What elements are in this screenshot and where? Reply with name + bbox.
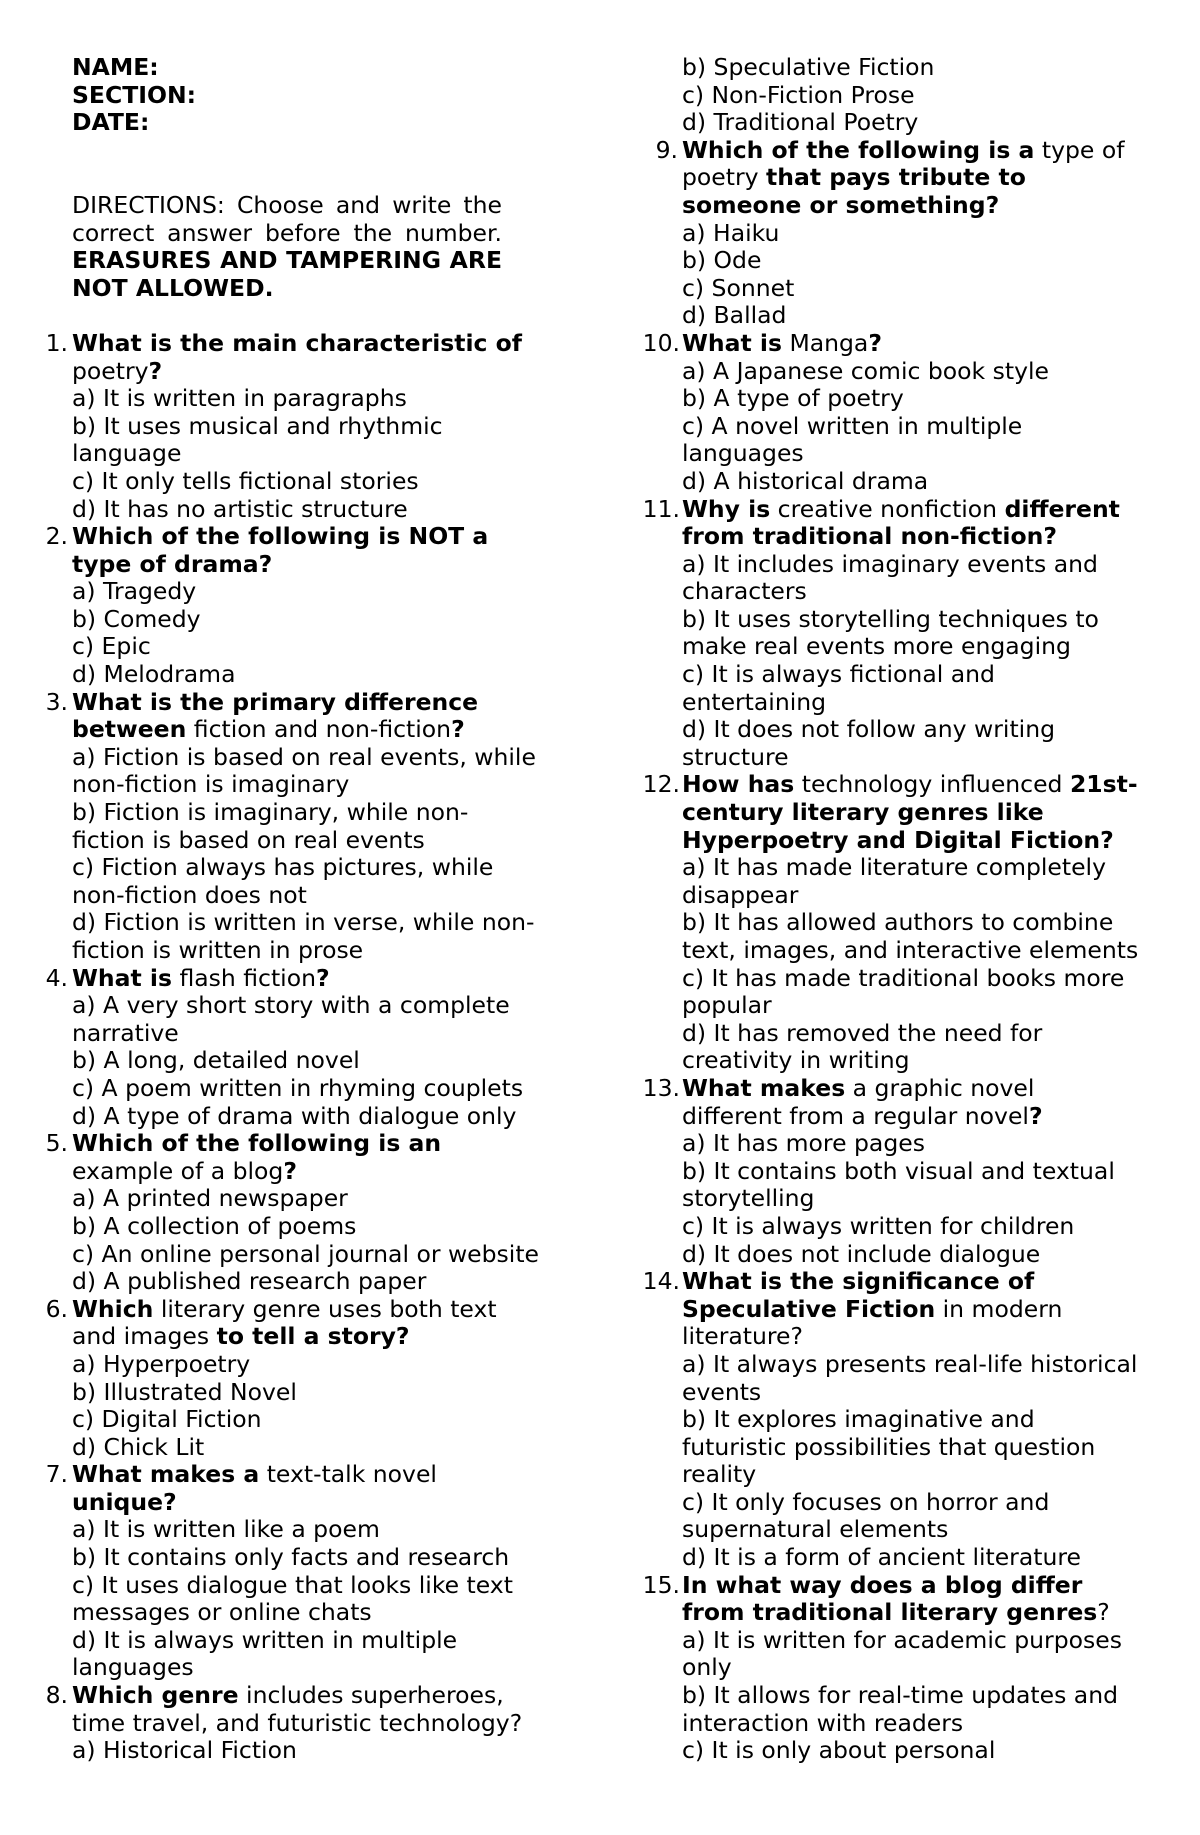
question-text xyxy=(72,329,522,385)
answer-option: d) Ballad xyxy=(682,301,787,330)
answer-option: d) It is a form of ancient literature xyxy=(682,1543,1081,1572)
question-text-part: What is xyxy=(682,328,782,357)
question-text-part: 21st-century literary genres like Hyperpoetry and Digital Fiction? xyxy=(682,770,1138,854)
answer-option: a) A Japanese comic book style xyxy=(682,356,1049,385)
question-text-part: What makes a xyxy=(72,1460,260,1489)
answer-option: d) Chick Lit xyxy=(72,1432,205,1461)
question-text xyxy=(72,964,330,992)
question-text-part: to tell a story? xyxy=(216,1322,410,1351)
question-9 xyxy=(640,137,1140,330)
answer-option: b) A type of poetry xyxy=(682,384,904,413)
answer-option: c) Epic xyxy=(72,632,151,661)
question-text-part: What is the primary difference between xyxy=(72,687,479,744)
answer-option: a) It is written for academic purposes only xyxy=(682,1625,1122,1682)
question-text-part: What makes xyxy=(682,1073,846,1102)
question-10 xyxy=(640,330,1140,496)
question-text-part: What is xyxy=(72,963,172,992)
answer-option: b) It uses musical and rhythmic language xyxy=(72,411,443,468)
question-number: 12. xyxy=(642,770,680,799)
question-number: 5. xyxy=(45,1129,68,1158)
directions-warning: ERASURES AND TAMPERING ARE NOT ALLOWED. xyxy=(72,246,502,302)
question-text-part: What is the main characteristic of xyxy=(72,328,523,357)
question-text-part: example of a blog xyxy=(72,1156,284,1185)
question-number: 2. xyxy=(45,522,68,551)
question-text-part: ? xyxy=(1097,1598,1110,1627)
question-text xyxy=(72,688,478,744)
answer-option: a) Haiku xyxy=(682,218,780,247)
answer-option: a) Historical Fiction xyxy=(72,1736,297,1765)
question-text-part: Manga xyxy=(781,328,869,357)
answer-option: c) It has made traditional books more popular xyxy=(682,963,1125,1020)
answer-option: c) An online personal journal or website xyxy=(72,1239,539,1268)
answer-option: b) A long, detailed novel xyxy=(72,1046,360,1075)
question-text-part: unique? xyxy=(72,1487,177,1516)
question-text-part: Which genre xyxy=(72,1681,239,1710)
question-text-part: Which of the following is an xyxy=(72,1129,442,1158)
question-text-part: poetry xyxy=(72,356,149,385)
question-2 xyxy=(30,523,540,689)
answer-option: c) A novel written in multiple languages xyxy=(682,411,1023,468)
question-text-part: different from traditional non-fiction? xyxy=(682,494,1120,551)
question-text-part: fiction and non-fiction xyxy=(186,715,452,744)
answer-option: d) It has removed the need for creativity in writing xyxy=(682,1018,1043,1075)
question-1 xyxy=(30,330,540,523)
answer-option: c) It is always written for children xyxy=(682,1211,1075,1240)
question-text-part: Which of the following is a xyxy=(682,135,1035,164)
question-7 xyxy=(30,1461,540,1682)
spacer xyxy=(30,302,540,330)
answer-option: c) It only tells fictional stories xyxy=(72,466,419,495)
question-text-part: includes superheroes, time travel, and futuristic technology? xyxy=(72,1681,523,1737)
directions-text: DIRECTIONS: Choose and write the correct answer before the number. xyxy=(72,190,502,247)
answer-option: c) Non-Fiction Prose xyxy=(682,80,915,109)
answer-option: b) It contains both visual and textual storytelling xyxy=(682,1156,1115,1213)
answer-option: b) Comedy xyxy=(72,604,201,633)
questions-list-left xyxy=(30,330,540,1765)
answer-option: c) It is always fictional and entertaining xyxy=(682,660,995,716)
answer-option: a) Fiction is based on real events, while non-fiction is imaginary xyxy=(72,742,536,799)
answer-option: c) Fiction always has pictures, while non-fiction does not xyxy=(72,853,494,909)
question-text-part: ? xyxy=(1028,1101,1043,1130)
question-12 xyxy=(640,771,1140,1075)
answer-option: d) It does not include dialogue xyxy=(682,1239,1041,1268)
answer-option: d) Melodrama xyxy=(72,660,236,689)
answer-option: a) It has more pages xyxy=(682,1129,925,1158)
name-label: NAME: xyxy=(72,53,159,81)
question-text-part: that pays tribute to someone or something? xyxy=(682,163,1026,219)
answer-option: a) A very short story with a complete narrative xyxy=(72,991,510,1047)
question-text xyxy=(682,770,1138,853)
question-14 xyxy=(640,1268,1140,1572)
answer-option: d) Fiction is written in verse, while non-fiction is written in prose xyxy=(72,908,535,964)
question-text-part: flash fiction xyxy=(171,963,316,992)
question-text-part: text-talk novel xyxy=(259,1460,437,1489)
question-text-part: creative nonfiction xyxy=(770,494,1005,523)
question-text-part: a graphic novel different from a regular novel xyxy=(682,1073,1035,1130)
question-text-part: ? xyxy=(868,328,882,357)
answer-option: d) It has no artistic structure xyxy=(72,494,408,523)
question-number: 14. xyxy=(642,1267,680,1296)
question-text xyxy=(72,1295,497,1351)
answer-option: b) Fiction is imaginary, while non-fiction is based on real events xyxy=(72,798,469,854)
question-4 xyxy=(30,965,540,1131)
question-number: 15. xyxy=(642,1570,680,1599)
question-number: 8. xyxy=(45,1681,68,1710)
question-text xyxy=(72,1129,441,1185)
answer-option: c) Digital Fiction xyxy=(72,1405,262,1434)
answer-option: c) It uses dialogue that looks like text messages or online chats xyxy=(72,1570,513,1627)
answer-option: b) Ode xyxy=(682,246,762,275)
answer-option: b) It contains only facts and research xyxy=(72,1543,510,1572)
answer-option: c) Sonnet xyxy=(682,273,795,302)
question-text xyxy=(682,329,882,357)
question-15 xyxy=(640,1572,1140,1765)
question-number: 6. xyxy=(45,1294,68,1323)
question-number: 7. xyxy=(45,1460,68,1489)
answer-option: c) It is only about personal xyxy=(682,1736,996,1765)
answer-option: a) It is written in paragraphs xyxy=(72,384,407,413)
question-text-part: literary genre uses both text and images xyxy=(72,1294,497,1351)
answer-option: d) It is always written in multiple languages xyxy=(72,1625,458,1682)
right-column xyxy=(640,54,1140,1765)
answer-option: c) It only focuses on horror and supernatural elements xyxy=(682,1487,1050,1544)
question-number: 11. xyxy=(642,494,680,523)
question-text-part: ? xyxy=(316,963,330,992)
question-text-part: ? xyxy=(451,715,465,744)
answer-option: b) Speculative Fiction xyxy=(682,53,935,81)
question-text-part: technology influenced xyxy=(794,770,1070,799)
questions-list-right xyxy=(640,54,1140,1765)
answer-option: b) It explores imaginative and futuristic possibilities that question reality xyxy=(682,1405,1096,1489)
answer-option: c) A poem written in rhyming couplets xyxy=(72,1073,524,1102)
question-text xyxy=(682,136,1124,219)
question-number: 1. xyxy=(45,328,68,357)
question-text-part: ? xyxy=(283,1156,297,1185)
question-text xyxy=(682,495,1120,551)
answer-option: d) A type of drama with dialogue only xyxy=(72,1101,517,1130)
question-text-part: Which of the following is NOT a type of drama? xyxy=(72,522,489,578)
question-number: 9. xyxy=(655,135,678,164)
spacer xyxy=(30,137,540,192)
question-11 xyxy=(640,496,1140,772)
question-text-part: type of poetry xyxy=(682,135,1125,192)
question-text-part: in modern literature? xyxy=(682,1294,1063,1351)
question-text xyxy=(682,1267,1062,1350)
directions xyxy=(30,192,502,302)
question-number: 10. xyxy=(642,328,680,357)
left-column xyxy=(30,54,540,1765)
question-6 xyxy=(30,1296,540,1462)
answer-option: a) Tragedy xyxy=(72,577,197,606)
answer-option: b) Illustrated Novel xyxy=(72,1377,297,1406)
question-text-part: What is the significance of Speculative Fiction xyxy=(682,1267,1035,1323)
date-label: DATE: xyxy=(72,108,150,137)
question-number: 13. xyxy=(642,1073,680,1102)
question-text xyxy=(682,1074,1043,1130)
question-13 xyxy=(640,1075,1140,1268)
answer-option: d) A published research paper xyxy=(72,1267,427,1296)
answer-option: b) It uses storytelling techniques to make real events more engaging xyxy=(682,604,1099,661)
question-text-part: ? xyxy=(148,356,163,385)
answer-option: a) Hyperpoetry xyxy=(72,1349,251,1378)
answer-option: d) It does not follow any writing structure xyxy=(682,715,1056,771)
question-8-continued xyxy=(640,54,1140,137)
answer-option: b) It has allowed authors to combine text, images, and interactive elements xyxy=(682,908,1139,964)
answer-option: a) It always presents real-life historical events xyxy=(682,1349,1138,1406)
question-text-part: Why is xyxy=(682,494,771,523)
question-text xyxy=(72,522,488,578)
section-label: SECTION: xyxy=(72,80,197,109)
question-3 xyxy=(30,689,540,965)
question-text-part: How has xyxy=(682,770,795,799)
question-number: 4. xyxy=(45,963,68,992)
question-text-part: Which xyxy=(72,1294,154,1323)
question-text xyxy=(72,1681,522,1737)
question-text-part: In what way does a blog differ from traditional literary genres xyxy=(682,1570,1098,1627)
question-text xyxy=(682,1571,1110,1627)
question-5 xyxy=(30,1130,540,1296)
answer-option: a) It includes imaginary events and characters xyxy=(682,549,1098,606)
question-text xyxy=(72,1460,437,1516)
answer-option: d) A historical drama xyxy=(682,466,929,495)
answer-option: b) A collection of poems xyxy=(72,1211,357,1240)
question-number: 3. xyxy=(45,687,68,716)
answer-option: b) It allows for real-time updates and interaction with readers xyxy=(682,1681,1119,1737)
answer-option: a) It is written like a poem xyxy=(72,1515,380,1544)
question-8 xyxy=(30,1682,540,1765)
answer-option: d) Traditional Poetry xyxy=(682,108,919,137)
answer-option: a) A printed newspaper xyxy=(72,1184,348,1213)
answer-option: a) It has made literature completely disappear xyxy=(682,853,1106,909)
